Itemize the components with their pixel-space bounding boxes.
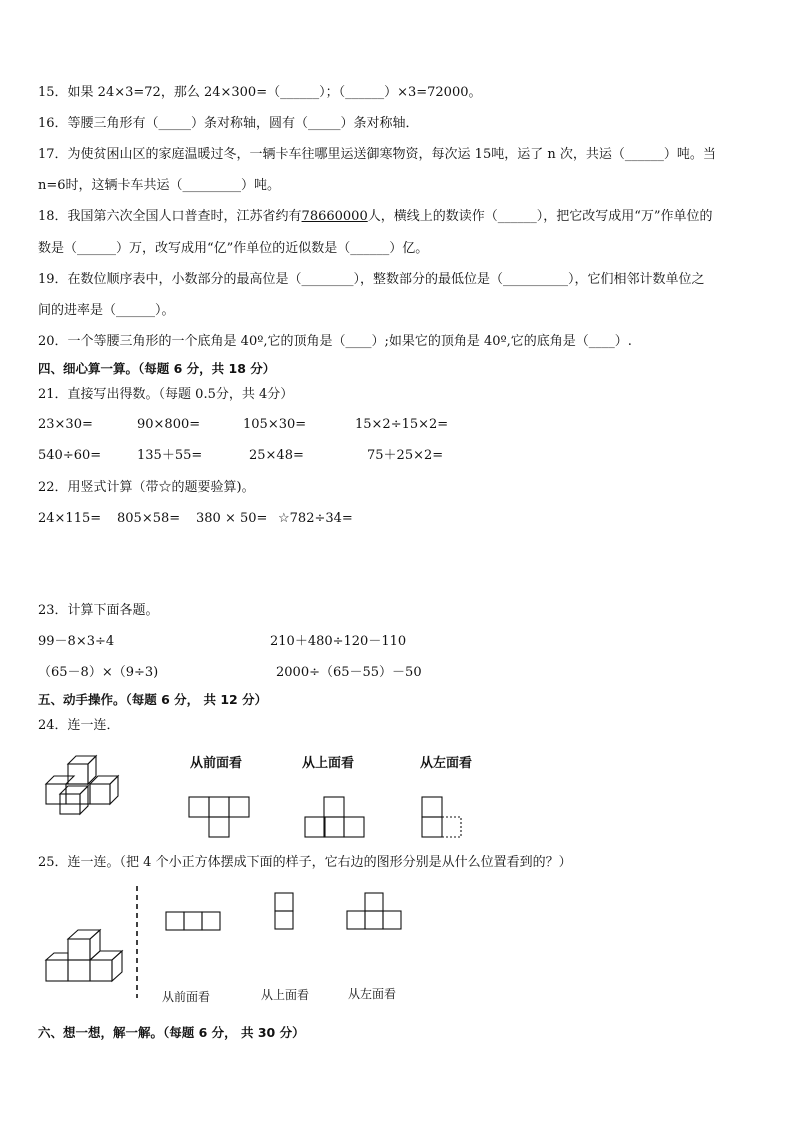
- question-18-text-post: 人，横线上的数读作（______），把它改写成用“万”作单位的: [367, 209, 713, 224]
- q21-item: 15×2÷15×2=: [355, 417, 449, 432]
- q21-item: 25×48=: [249, 448, 304, 463]
- question-19-line-2: 间的进率是（______）。: [38, 303, 175, 318]
- question-20: 20．一个等腰三角形的一个底角是 40º,它的顶角是（____）;如果它的顶角是 40º,它的底角是（____）.: [38, 334, 632, 349]
- q25-view-shape-3: [346, 892, 406, 932]
- question-21: 21．直接写出得数。（每题 0.5分，共 4分）: [38, 387, 294, 402]
- question-25: 25．连一连。（把 4 个小正方体摆成下面的样子，它右边的图形分别是从什么位置看到的？）: [38, 855, 572, 870]
- q24-view-shape-2: [304, 796, 374, 838]
- q23-item: 2000÷（65－55）－50: [276, 665, 422, 680]
- section-5-heading: 五、动手操作。（每题 6 分， 共 12 分）: [38, 692, 268, 707]
- q25-view-shape-1: [165, 911, 225, 933]
- q25-cube-figure: [44, 924, 134, 994]
- q23-item: 99－8×3÷4: [38, 634, 115, 649]
- question-18-text-pre: 18．我国第六次全国人口普查时，江苏省约有: [38, 209, 302, 224]
- q24-view-shape-3: [421, 796, 471, 838]
- section-6-heading: 六、想一想，解一解。（每题 6 分， 共 30 分）: [38, 1025, 305, 1040]
- q21-item: 23×30=: [38, 417, 93, 432]
- q21-item: 540÷60=: [38, 448, 102, 463]
- question-18-line-1: [38, 208, 713, 226]
- q24-view-label-top: 从上面看: [302, 756, 355, 771]
- q23-item: （65－8）×（9÷3): [38, 665, 159, 680]
- question-16: 16．等腰三角形有（_____）条对称轴，圆有（_____）条对称轴．: [38, 116, 419, 131]
- q22-item: 380 × 50=: [196, 511, 268, 526]
- q25-view-label-left: 从左面看: [348, 987, 397, 1001]
- q24-view-label-left: 从左面看: [420, 756, 473, 771]
- question-17-line-2: n=6时，这辆卡车共运（_________）吨。: [38, 178, 281, 193]
- q24-view-label-front: 从前面看: [190, 756, 243, 771]
- q23-item: 210＋480÷120－110: [270, 634, 407, 649]
- q25-view-label-top: 从上面看: [261, 988, 310, 1002]
- q24-view-shape-1: [188, 796, 258, 838]
- q22-item: 24×115=: [38, 511, 102, 526]
- question-18-line-2: 数是（______）万，改写成用“亿”作单位的近似数是（______）亿。: [38, 241, 429, 256]
- q25-view-shape-2: [274, 892, 298, 932]
- section-4-heading: 四、细心算一算。（每题 6 分，共 18 分）: [38, 361, 276, 376]
- q24-cube-figure: [44, 752, 134, 822]
- question-18-number: 78660000: [301, 209, 368, 224]
- q21-item: 105×30=: [243, 417, 307, 432]
- question-19-line-1: 19．在数位顺序表中，小数部分的最高位是（________），整数部分的最低位是（__________），它们相邻计数单位之: [38, 272, 705, 287]
- question-17-line-1: 17．为使贫困山区的家庭温暖过冬，一辆卡车往哪里运送御寒物资，每次运 15吨，运了 n 次，共运（______）吨。当: [38, 147, 716, 162]
- q21-item: 75＋25×2=: [367, 448, 444, 463]
- q21-item: 135＋55=: [137, 448, 203, 463]
- q25-dashed-divider: [135, 886, 139, 998]
- question-23: 23．计算下面各题。: [38, 603, 159, 618]
- q22-item: ☆782÷34=: [278, 511, 353, 526]
- question-22: 22．用竖式计算（带☆的题要验算)。: [38, 480, 255, 495]
- question-15: 15．如果 24×3=72，那么 24×300=（______）；（______）×3=72000。: [38, 85, 482, 100]
- question-24: 24．连一连．: [38, 718, 120, 733]
- q25-view-label-front: 从前面看: [162, 990, 211, 1004]
- q21-item: 90×800=: [137, 417, 201, 432]
- q22-item: 805×58=: [117, 511, 181, 526]
